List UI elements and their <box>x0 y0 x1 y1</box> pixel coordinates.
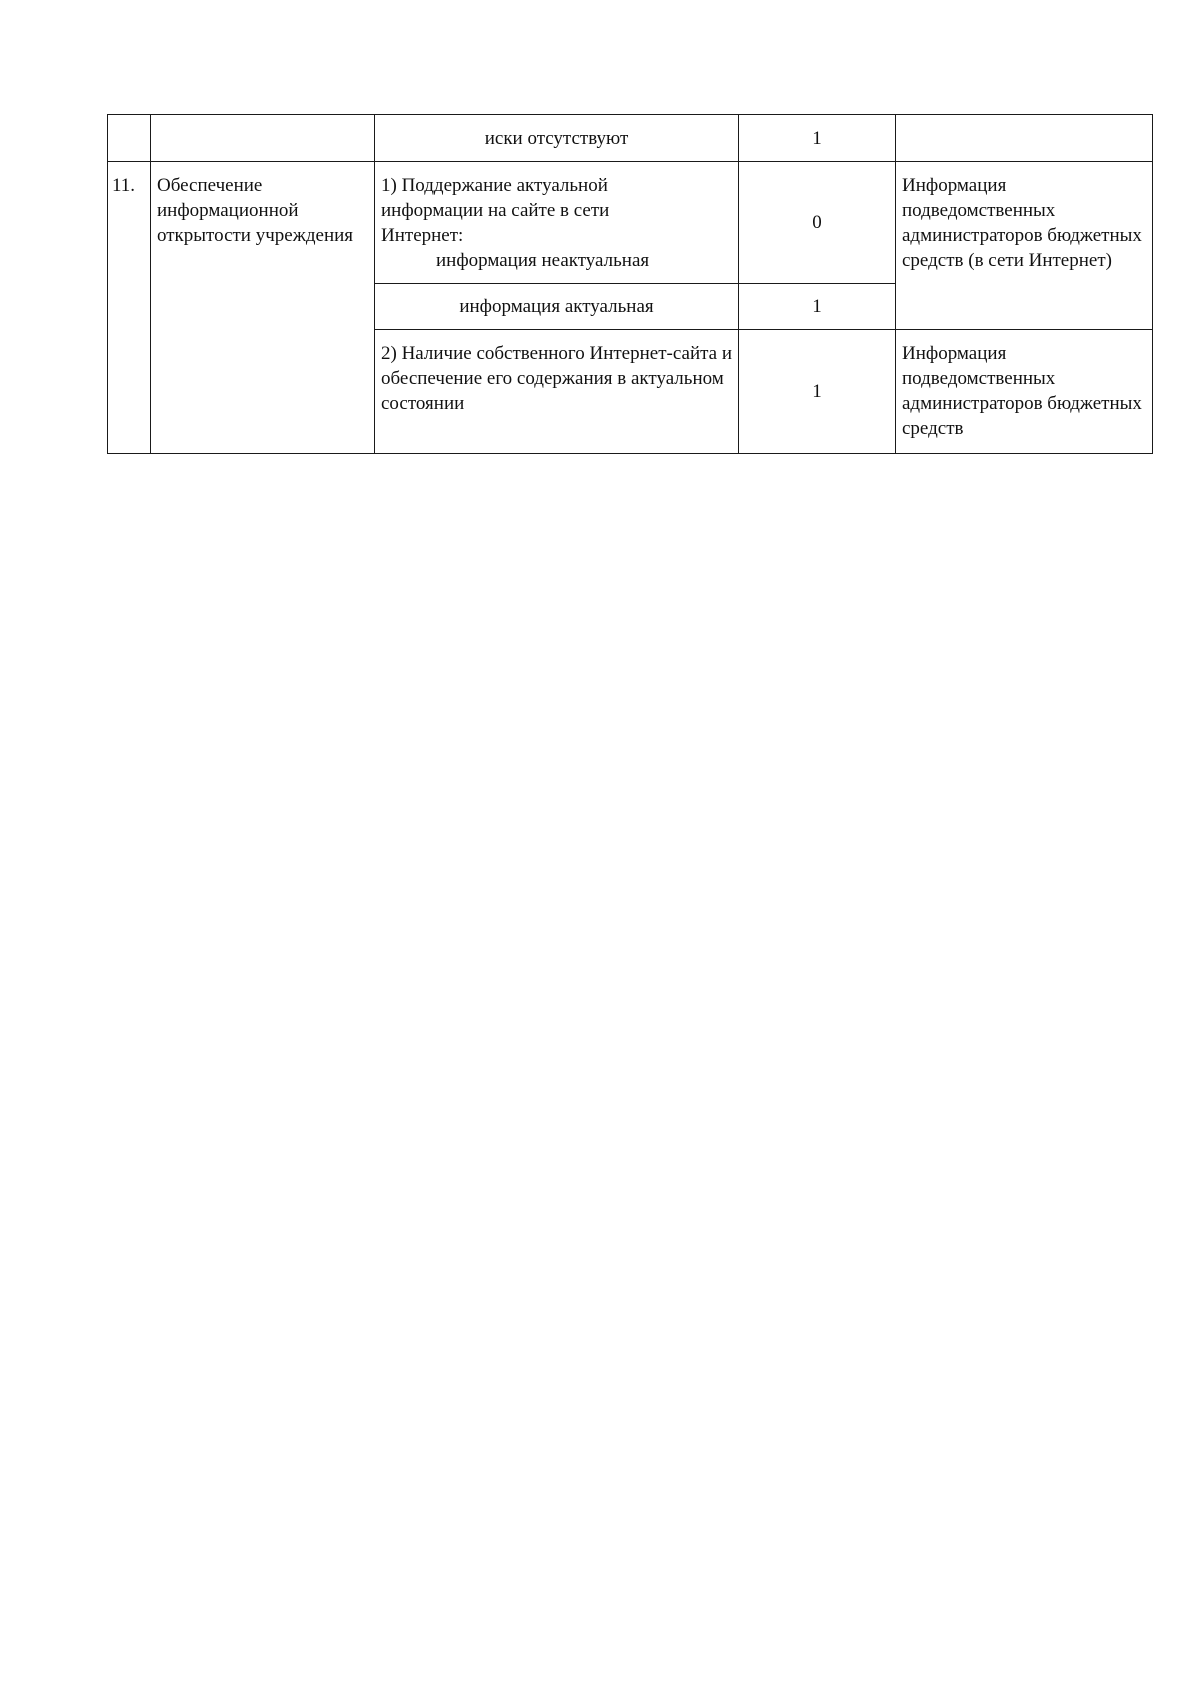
criterion-line: информация неактуальная <box>436 250 650 271</box>
criterion-cell: информация актуальная <box>375 284 739 330</box>
criterion-cell <box>375 162 739 284</box>
name-cell: Обеспечение информационной открытости учреждения <box>151 162 375 454</box>
criterion-cell: 2) Наличие собственного Интернет-сайта и обеспечение его содержания в актуальном состоянии <box>375 330 739 454</box>
criterion-line: 1) Поддержание актуальной <box>381 175 608 196</box>
criteria-table <box>107 114 1153 454</box>
number-cell <box>108 115 151 162</box>
source-cell: Информация подведомственных администраторов бюджетных средств (в сети Интернет) <box>896 162 1153 330</box>
criterion-cell: иски отсутствуют <box>375 115 739 162</box>
criterion-line: Интернет: <box>381 225 464 246</box>
number-cell: 11. <box>108 162 151 454</box>
score-cell: 1 <box>739 115 896 162</box>
source-cell <box>896 115 1153 162</box>
score-cell: 1 <box>739 284 896 330</box>
score-cell: 0 <box>739 162 896 284</box>
score-cell: 1 <box>739 330 896 454</box>
name-cell <box>151 115 375 162</box>
table-row <box>108 162 1153 284</box>
criterion-line: информации на сайте в сети <box>381 200 610 221</box>
source-cell: Информация подведомственных администраторов бюджетных средств <box>896 330 1153 454</box>
table-row <box>108 115 1153 162</box>
